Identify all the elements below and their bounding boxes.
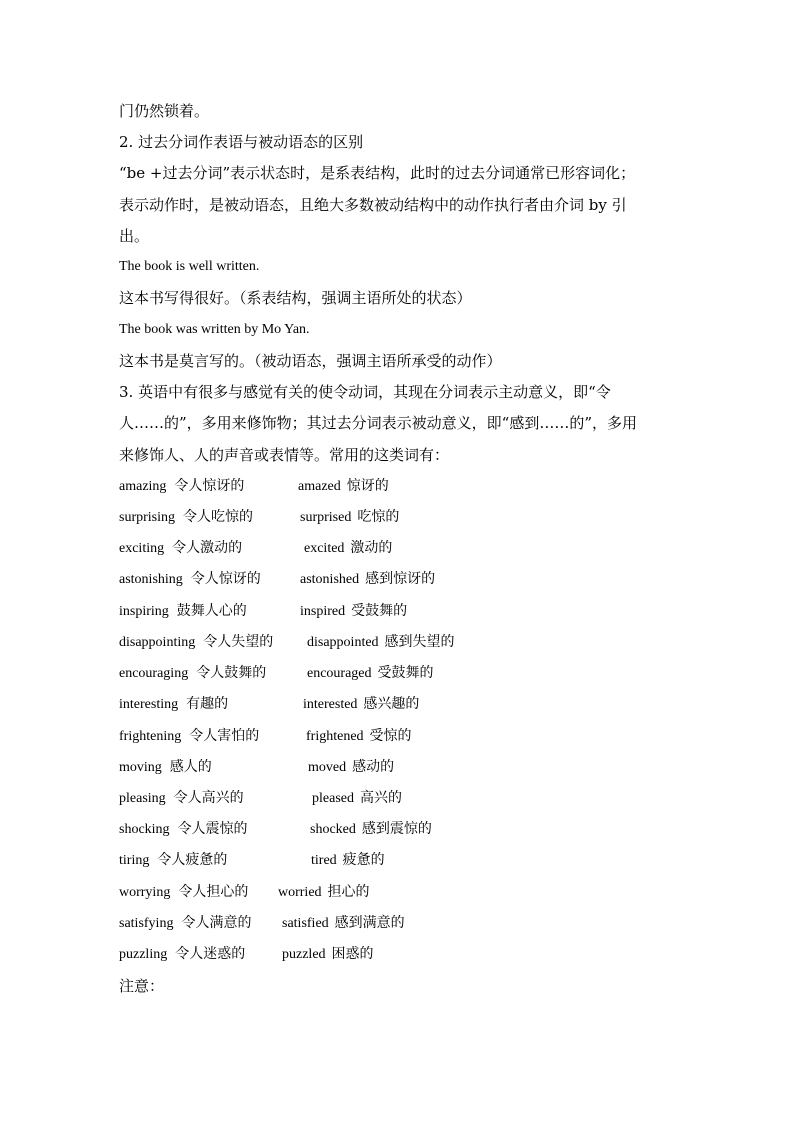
past-participle-word: disappointed — [307, 635, 379, 650]
past-participle-word: surprised — [300, 510, 352, 525]
past-participle-word: moved — [308, 760, 347, 775]
past-participle-meaning: 高兴的 — [359, 790, 402, 806]
past-participle-word: interested — [303, 697, 358, 712]
present-participle-entry — [119, 913, 251, 934]
past-participle-word: worried — [278, 885, 322, 900]
past-participle-entry — [300, 569, 435, 590]
past-participle-word: pleased — [312, 791, 354, 806]
past-participle-word: frightened — [306, 729, 364, 744]
present-participle-meaning: 令人震惊的 — [177, 821, 248, 837]
present-participle-word: pleasing — [119, 791, 166, 806]
present-participle-entry — [119, 632, 273, 653]
present-participle-word: surprising — [119, 510, 175, 525]
present-participle-entry — [119, 538, 242, 559]
present-participle-word: moving — [119, 760, 162, 775]
present-participle-meaning: 令人惊讶的 — [174, 478, 245, 494]
past-participle-meaning: 困惑的 — [331, 946, 374, 962]
paragraph-door-locked: 门仍然锁着。 — [119, 102, 210, 120]
present-participle-meaning: 令人疲惫的 — [157, 852, 228, 868]
example-translation-zh: 这本书写得很好。（系表结构，强调主语所处的状态） — [119, 289, 472, 307]
past-participle-meaning: 受鼓舞的 — [351, 603, 408, 619]
past-participle-entry — [307, 663, 434, 684]
past-participle-meaning: 感动的 — [352, 759, 395, 775]
past-participle-entry — [310, 819, 432, 840]
past-participle-entry — [307, 632, 455, 653]
past-participle-meaning: 疲惫的 — [342, 852, 385, 868]
past-participle-meaning: 感到震惊的 — [361, 821, 432, 837]
paragraph-line: 出。 — [119, 227, 150, 245]
present-participle-entry — [119, 694, 228, 715]
present-participle-meaning: 令人鼓舞的 — [196, 665, 267, 681]
example-sentence-en: The book is well written. — [119, 259, 260, 274]
past-participle-word: inspired — [300, 604, 346, 619]
present-participle-word: frightening — [119, 729, 182, 744]
present-participle-meaning: 令人迷惑的 — [175, 946, 246, 962]
past-participle-meaning: 感到失望的 — [384, 634, 455, 650]
section-heading-2: 2. 过去分词作表语与被动语态的区别 — [119, 133, 364, 151]
present-participle-meaning: 感人的 — [169, 759, 212, 775]
example-sentence-en: The book was written by Mo Yan. — [119, 322, 310, 337]
present-participle-entry — [119, 601, 247, 622]
past-participle-meaning: 感到惊讶的 — [365, 571, 436, 587]
past-participle-entry — [308, 757, 394, 778]
past-participle-word: excited — [304, 541, 345, 556]
present-participle-word: interesting — [119, 697, 179, 712]
past-participle-entry — [282, 913, 405, 934]
present-participle-word: satisfying — [119, 916, 174, 931]
present-participle-word: encouraging — [119, 666, 189, 681]
past-participle-meaning: 受惊的 — [369, 728, 412, 744]
past-participle-meaning: 吃惊的 — [357, 509, 400, 525]
past-participle-meaning: 担心的 — [327, 884, 370, 900]
present-participle-entry — [119, 850, 227, 871]
example-translation-zh: 这本书是莫言写的。（被动语态，强调主语所承受的动作） — [119, 352, 502, 370]
past-participle-meaning: 感到满意的 — [334, 915, 405, 931]
past-participle-meaning: 感兴趣的 — [363, 696, 420, 712]
past-participle-word: amazed — [298, 479, 341, 494]
present-participle-word: amazing — [119, 479, 167, 494]
past-participle-word: shocked — [310, 822, 356, 837]
present-participle-word: shocking — [119, 822, 170, 837]
present-participle-entry — [119, 882, 248, 903]
past-participle-entry — [311, 850, 385, 871]
present-participle-entry — [119, 507, 253, 528]
paragraph-line: 人……的”，多用来修饰物；其过去分词表示被动意义，即“感到……的”，多用 — [119, 414, 638, 432]
present-participle-entry — [119, 569, 261, 590]
past-participle-entry — [300, 507, 399, 528]
present-participle-meaning: 有趣的 — [186, 696, 229, 712]
present-participle-meaning: 令人吃惊的 — [183, 509, 253, 525]
present-participle-entry — [119, 476, 244, 497]
present-participle-meaning: 令人高兴的 — [173, 790, 244, 806]
present-participle-entry — [119, 819, 248, 840]
section-heading-3: 3. 英语中有很多与感觉有关的使令动词，其现在分词表示主动意义，即“令 — [119, 383, 611, 401]
past-participle-entry — [300, 601, 407, 622]
past-participle-entry — [298, 476, 389, 497]
past-participle-word: puzzled — [282, 947, 326, 962]
present-participle-entry — [119, 788, 244, 809]
present-participle-word: worrying — [119, 885, 171, 900]
present-participle-meaning: 令人满意的 — [181, 915, 252, 931]
present-participle-word: exciting — [119, 541, 165, 556]
present-participle-word: inspiring — [119, 604, 169, 619]
present-participle-word: puzzling — [119, 947, 168, 962]
past-participle-meaning: 激动的 — [350, 540, 393, 556]
past-participle-entry — [312, 788, 402, 809]
past-participle-entry — [303, 694, 419, 715]
present-participle-meaning: 鼓舞人心的 — [176, 603, 247, 619]
present-participle-word: tiring — [119, 853, 150, 868]
present-participle-entry — [119, 726, 259, 747]
past-participle-entry — [306, 726, 412, 747]
present-participle-entry — [119, 663, 266, 684]
present-participle-meaning: 令人失望的 — [203, 634, 274, 650]
past-participle-meaning: 惊讶的 — [346, 478, 389, 494]
past-participle-word: tired — [311, 853, 337, 868]
past-participle-entry — [282, 944, 374, 965]
note-label: 注意： — [119, 977, 165, 995]
paragraph-line: 表示动作时，是被动语态，且绝大多数被动结构中的动作执行者由介词 by 引 — [119, 196, 627, 214]
present-participle-meaning: 令人害怕的 — [189, 728, 260, 744]
present-participle-word: disappointing — [119, 635, 196, 650]
present-participle-word: astonishing — [119, 572, 183, 587]
past-participle-entry — [304, 538, 392, 559]
present-participle-meaning: 令人激动的 — [172, 540, 243, 556]
paragraph-line: “be +过去分词”表示状态时，是系表结构，此时的过去分词通常已形容词化； — [119, 164, 636, 182]
present-participle-entry — [119, 944, 245, 965]
present-participle-entry — [119, 757, 212, 778]
past-participle-meaning: 受鼓舞的 — [377, 665, 434, 681]
present-participle-meaning: 令人担心的 — [178, 884, 249, 900]
paragraph-line: 来修饰人、人的声音或表情等。常用的这类词有： — [119, 446, 450, 464]
present-participle-meaning: 令人惊讶的 — [190, 571, 261, 587]
past-participle-word: encouraged — [307, 666, 372, 681]
past-participle-entry — [278, 882, 370, 903]
past-participle-word: satisfied — [282, 916, 329, 931]
past-participle-word: astonished — [300, 572, 360, 587]
